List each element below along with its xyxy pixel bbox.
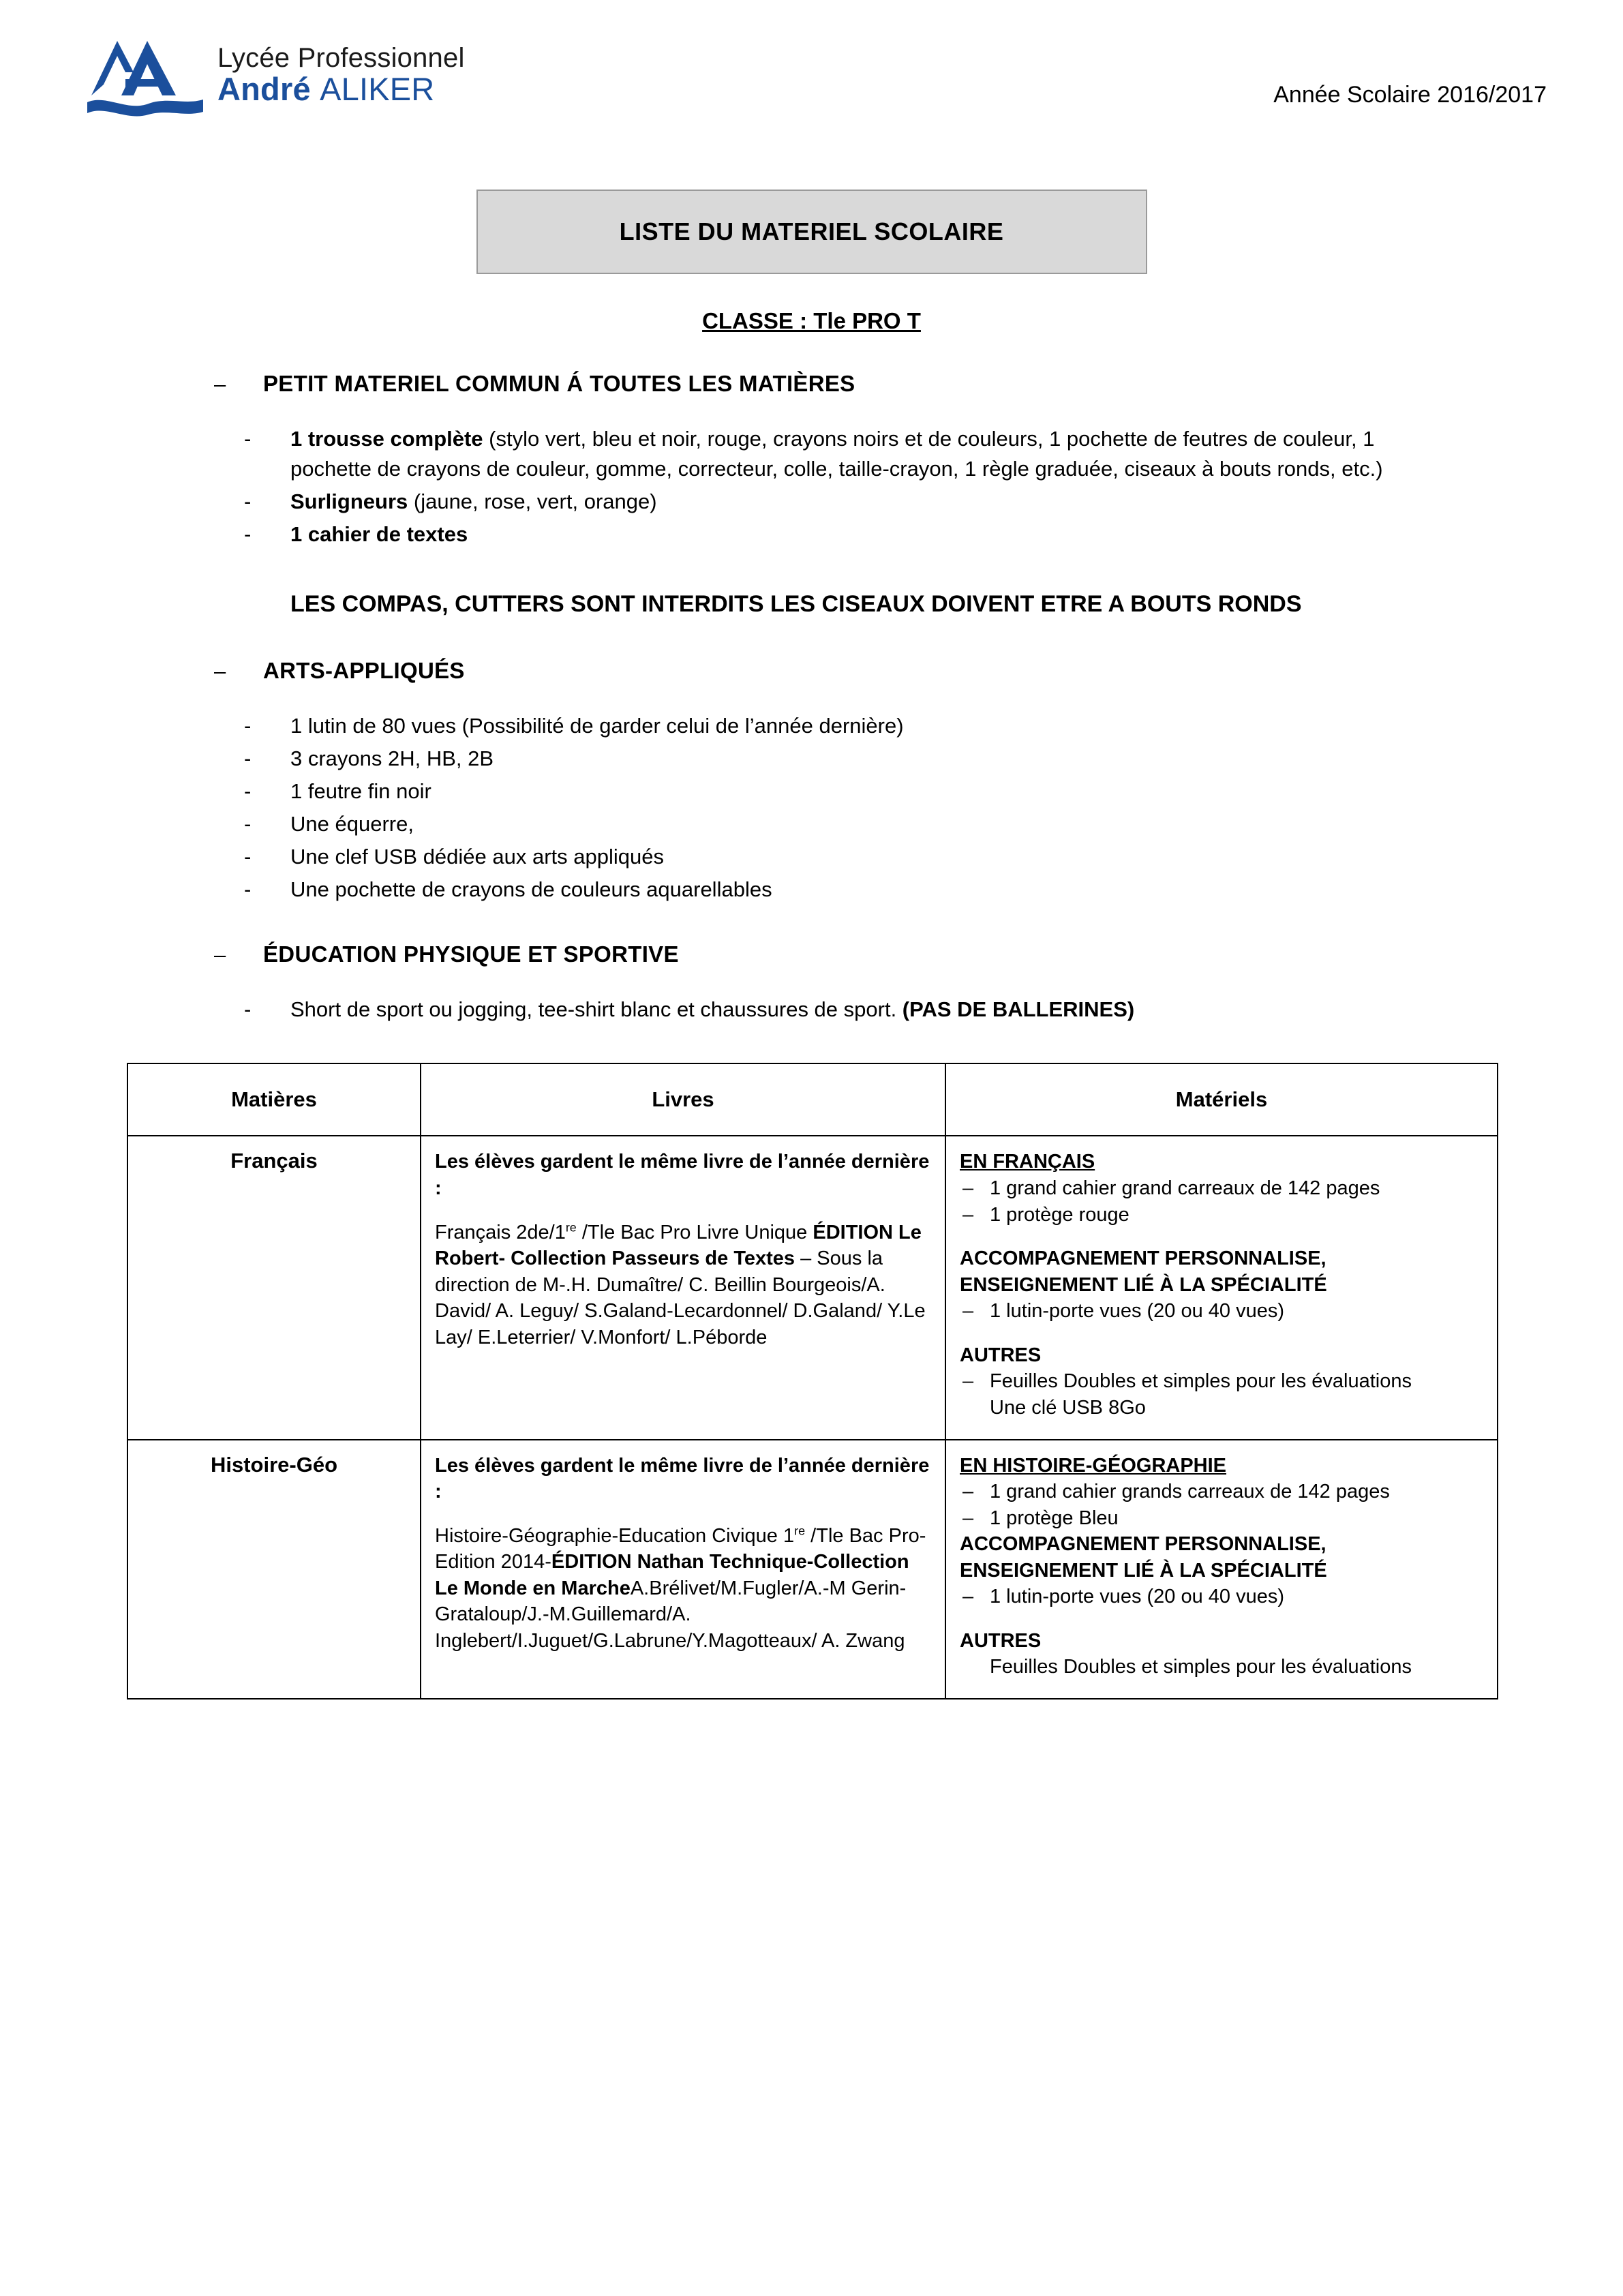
arts-items-list [65,711,1558,905]
page-header [65,30,1558,160]
section-title-eps: ÉDUCATION PHYSIQUE ET SPORTIVE [263,941,679,967]
bullet-marker-icon: - [244,845,252,869]
material-item-text: Une clé USB 8Go [990,1396,1146,1419]
logo-aliker: ALIKER [320,71,435,107]
dash-marker-icon: – [962,1507,974,1529]
materials-list [960,1479,1483,1531]
materials-content [960,1453,1483,1681]
materials-content [960,1149,1483,1421]
list-item [244,842,1558,872]
list-item-bold: Surligneurs [290,489,408,514]
double-a-logo-icon [86,37,205,119]
material-item [960,1479,1483,1505]
list-item-bold: 1 trousse complète [290,427,483,451]
materials-subheading [960,1628,1483,1655]
list-item-text [290,487,657,517]
material-item [960,1202,1483,1228]
material-item [960,1298,1483,1325]
table-row [127,1440,1498,1700]
bullet-marker-icon: - [244,997,252,1022]
column-header-materiels: Matériels [945,1063,1498,1136]
list-item-text [290,424,1449,484]
materials-heading: EN FRANÇAIS [960,1151,1095,1173]
list-item-text: Une équerre, [290,812,414,836]
materials-subheading-text: ACCOMPAGNEMENT PERSONNALISE, ENSEIGNEMENT LIÉ À LA SPÉCIALITÉ [960,1533,1327,1582]
materials-cell [945,1440,1498,1700]
books-cell [421,1136,945,1439]
list-item-bold: 1 cahier de textes [290,522,468,547]
dash-marker-icon: – [962,1177,974,1200]
bullet-marker-icon: - [244,812,252,836]
page-title: LISTE DU MATERIEL SCOLAIRE [619,217,1004,245]
subjects-table [127,1063,1498,1700]
book-ref-line1: Français 2de/1re /Tle Bac Pro Livre Unique [435,1220,813,1243]
subject-name: Histoire-Géo [127,1440,421,1700]
bullet-marker-icon: - [244,427,252,451]
title-container [65,190,1558,274]
list-item-text [290,519,468,549]
school-logo [65,30,465,119]
materials-subheading [960,1342,1483,1369]
dash-marker-icon: – [962,1481,974,1503]
materials-subheading-text: AUTRES [960,1629,1042,1652]
class-label: CLASSE : Tle PRO T [702,308,921,333]
list-item [244,995,1558,1025]
section-title-common: PETIT MATERIEL COMMUN Á TOUTES LES MATIÈRES [263,371,855,396]
books-intro-tail: : [435,1177,442,1200]
list-item [244,776,1558,806]
list-item [244,875,1558,905]
materials-list [960,1175,1483,1228]
bullet-marker-icon: - [244,489,252,514]
book-ref-edition: ÉDITION Le Robert- Collection Passeurs de Textes [435,1221,922,1270]
section-title-arts: ARTS-APPLIQUÉS [263,658,465,684]
list-item-rest: (jaune, rose, vert, orange) [408,489,657,514]
books-cell [421,1440,945,1700]
logo-andre: André [217,71,311,107]
books-intro-bold: Les élèves gardent le même livre de l’année dernière [435,1454,930,1477]
table-row [127,1136,1498,1439]
dash-marker-icon: – [962,1586,974,1608]
eps-items-list [65,995,1558,1025]
dash-marker-icon: – [214,372,226,396]
dash-marker-icon: – [962,1203,974,1226]
books-intro [435,1149,931,1201]
materials-subheading [960,1531,1483,1584]
list-item-text: 1 lutin de 80 vues (Possibilité de garder celui de l’année dernière) [290,714,904,738]
dash-marker-icon: – [214,943,226,967]
bullet-marker-icon: - [244,522,252,547]
book-reference [435,1220,931,1351]
materials-subheading-text: AUTRES [960,1344,1042,1366]
materials-subheading [960,1245,1483,1298]
list-item-text: Une pochette de crayons de couleurs aquarellables [290,877,772,902]
list-item [244,809,1558,839]
materials-subheading-text: ACCOMPAGNEMENT PERSONNALISE, ENSEIGNEMENT LIÉ À LA SPÉCIALITÉ [960,1248,1327,1296]
material-item [960,1368,1483,1395]
list-item-text [290,995,1134,1025]
books-intro-bold: Les élèves gardent le même livre de l’année dernière [435,1151,930,1173]
list-item-rest: (stylo vert, bleu et noir, rouge, crayons noirs et de couleurs, 1 pochette de feutres de couleur, 1 pochette de crayons de couleur, gomme, correcteur, colle, taille-crayon, 1 règle graduée, ciseaux à bouts ronds, etc.) [290,427,1383,481]
logo-line-1: Lycée Professionnel [217,43,465,73]
list-item [244,519,1558,549]
list-item-text: 3 crayons 2H, HB, 2B [290,746,494,771]
material-item-text: 1 lutin-porte vues (20 ou 40 vues) [990,1586,1285,1608]
books-intro-tail: : [435,1481,442,1503]
materials-list [960,1298,1483,1325]
list-item-text: Une clef USB dédiée aux arts appliqués [290,845,664,869]
material-item-text: 1 protège Bleu [990,1507,1119,1529]
bullet-marker-icon: - [244,877,252,902]
list-item [244,487,1558,517]
dash-marker-icon: – [962,1300,974,1323]
table-header-row [127,1063,1498,1136]
common-items-list [65,424,1558,549]
section-heading-arts [65,658,1558,684]
book-ref-edition: ÉDITION Nathan Technique-Collection Le Monde en Marche [435,1551,909,1599]
material-item-text: 1 grand cahier grand carreaux de 142 pages [990,1177,1380,1200]
material-item [960,1505,1483,1532]
material-item [960,1584,1483,1610]
books-content [435,1453,931,1655]
bullet-marker-icon: - [244,714,252,738]
material-item-text: 1 grand cahier grands carreaux de 142 pages [990,1481,1390,1503]
dash-marker-icon: – [962,1370,974,1393]
book-reference [435,1523,931,1655]
logo-line-2 [217,72,465,106]
material-item-text: Feuilles Doubles et simples pour les évaluations [990,1370,1412,1393]
section-heading-eps [65,941,1558,967]
subject-name: Français [127,1136,421,1439]
list-item [244,424,1558,484]
warning-text: LES COMPAS, CUTTERS SONT INTERDITS LES CISEAUX DOIVENT ETRE A BOUTS RONDS [290,591,1302,618]
logo-wordmark [217,37,465,106]
book-ref-authors: – Sous la direction de M-.H. Dumaître/ C. Beillin Bourgeois/A. David/ A. Leguy/ S.Galand-Lecardonnel/ D.Galand/ Y.Le Lay/ E.Leterrier/ V.Monfort/ L.Péborde [435,1248,926,1348]
book-ref-authors: A.Brélivet/M.Fugler/A.-M Gerin-Grataloup/J.-M.Guillemard/A. Inglebert/I.Juguet/G.Labrune/Y.Magotteaux/ A. Zwang [435,1577,907,1652]
bullet-marker-icon: - [244,746,252,771]
column-header-livres: Livres [421,1063,945,1136]
document-title-box [476,190,1147,274]
material-item-text: 1 lutin-porte vues (20 ou 40 vues) [990,1300,1285,1323]
list-item-bold-tail: (PAS DE BALLERINES) [902,997,1135,1022]
bullet-marker-icon: - [244,779,252,804]
materials-list [960,1368,1483,1395]
list-item-text: 1 feutre fin noir [290,779,431,804]
class-line [65,308,1558,334]
list-item-rest: Short de sport ou jogging, tee-shirt blanc et chaussures de sport. [290,997,902,1022]
book-ref-line1: Histoire-Géographie-Education Civique 1re /Tle Bac Pro-Edition 2014- [435,1524,926,1573]
materials-heading: EN HISTOIRE-GÉOGRAPHIE [960,1454,1227,1477]
books-intro [435,1453,931,1505]
list-item [244,744,1558,774]
list-item [244,711,1558,741]
school-year: Année Scolaire 2016/2017 [1273,82,1547,108]
column-header-matieres: Matières [127,1063,421,1136]
material-item-text: 1 protège rouge [990,1203,1129,1226]
books-content [435,1149,931,1350]
section-heading-common [65,371,1558,397]
dash-marker-icon: – [214,659,226,684]
material-item [960,1175,1483,1202]
material-item-text: Feuilles Doubles et simples pour les évaluations [990,1656,1412,1678]
materials-cell [945,1136,1498,1439]
materials-list [960,1584,1483,1610]
